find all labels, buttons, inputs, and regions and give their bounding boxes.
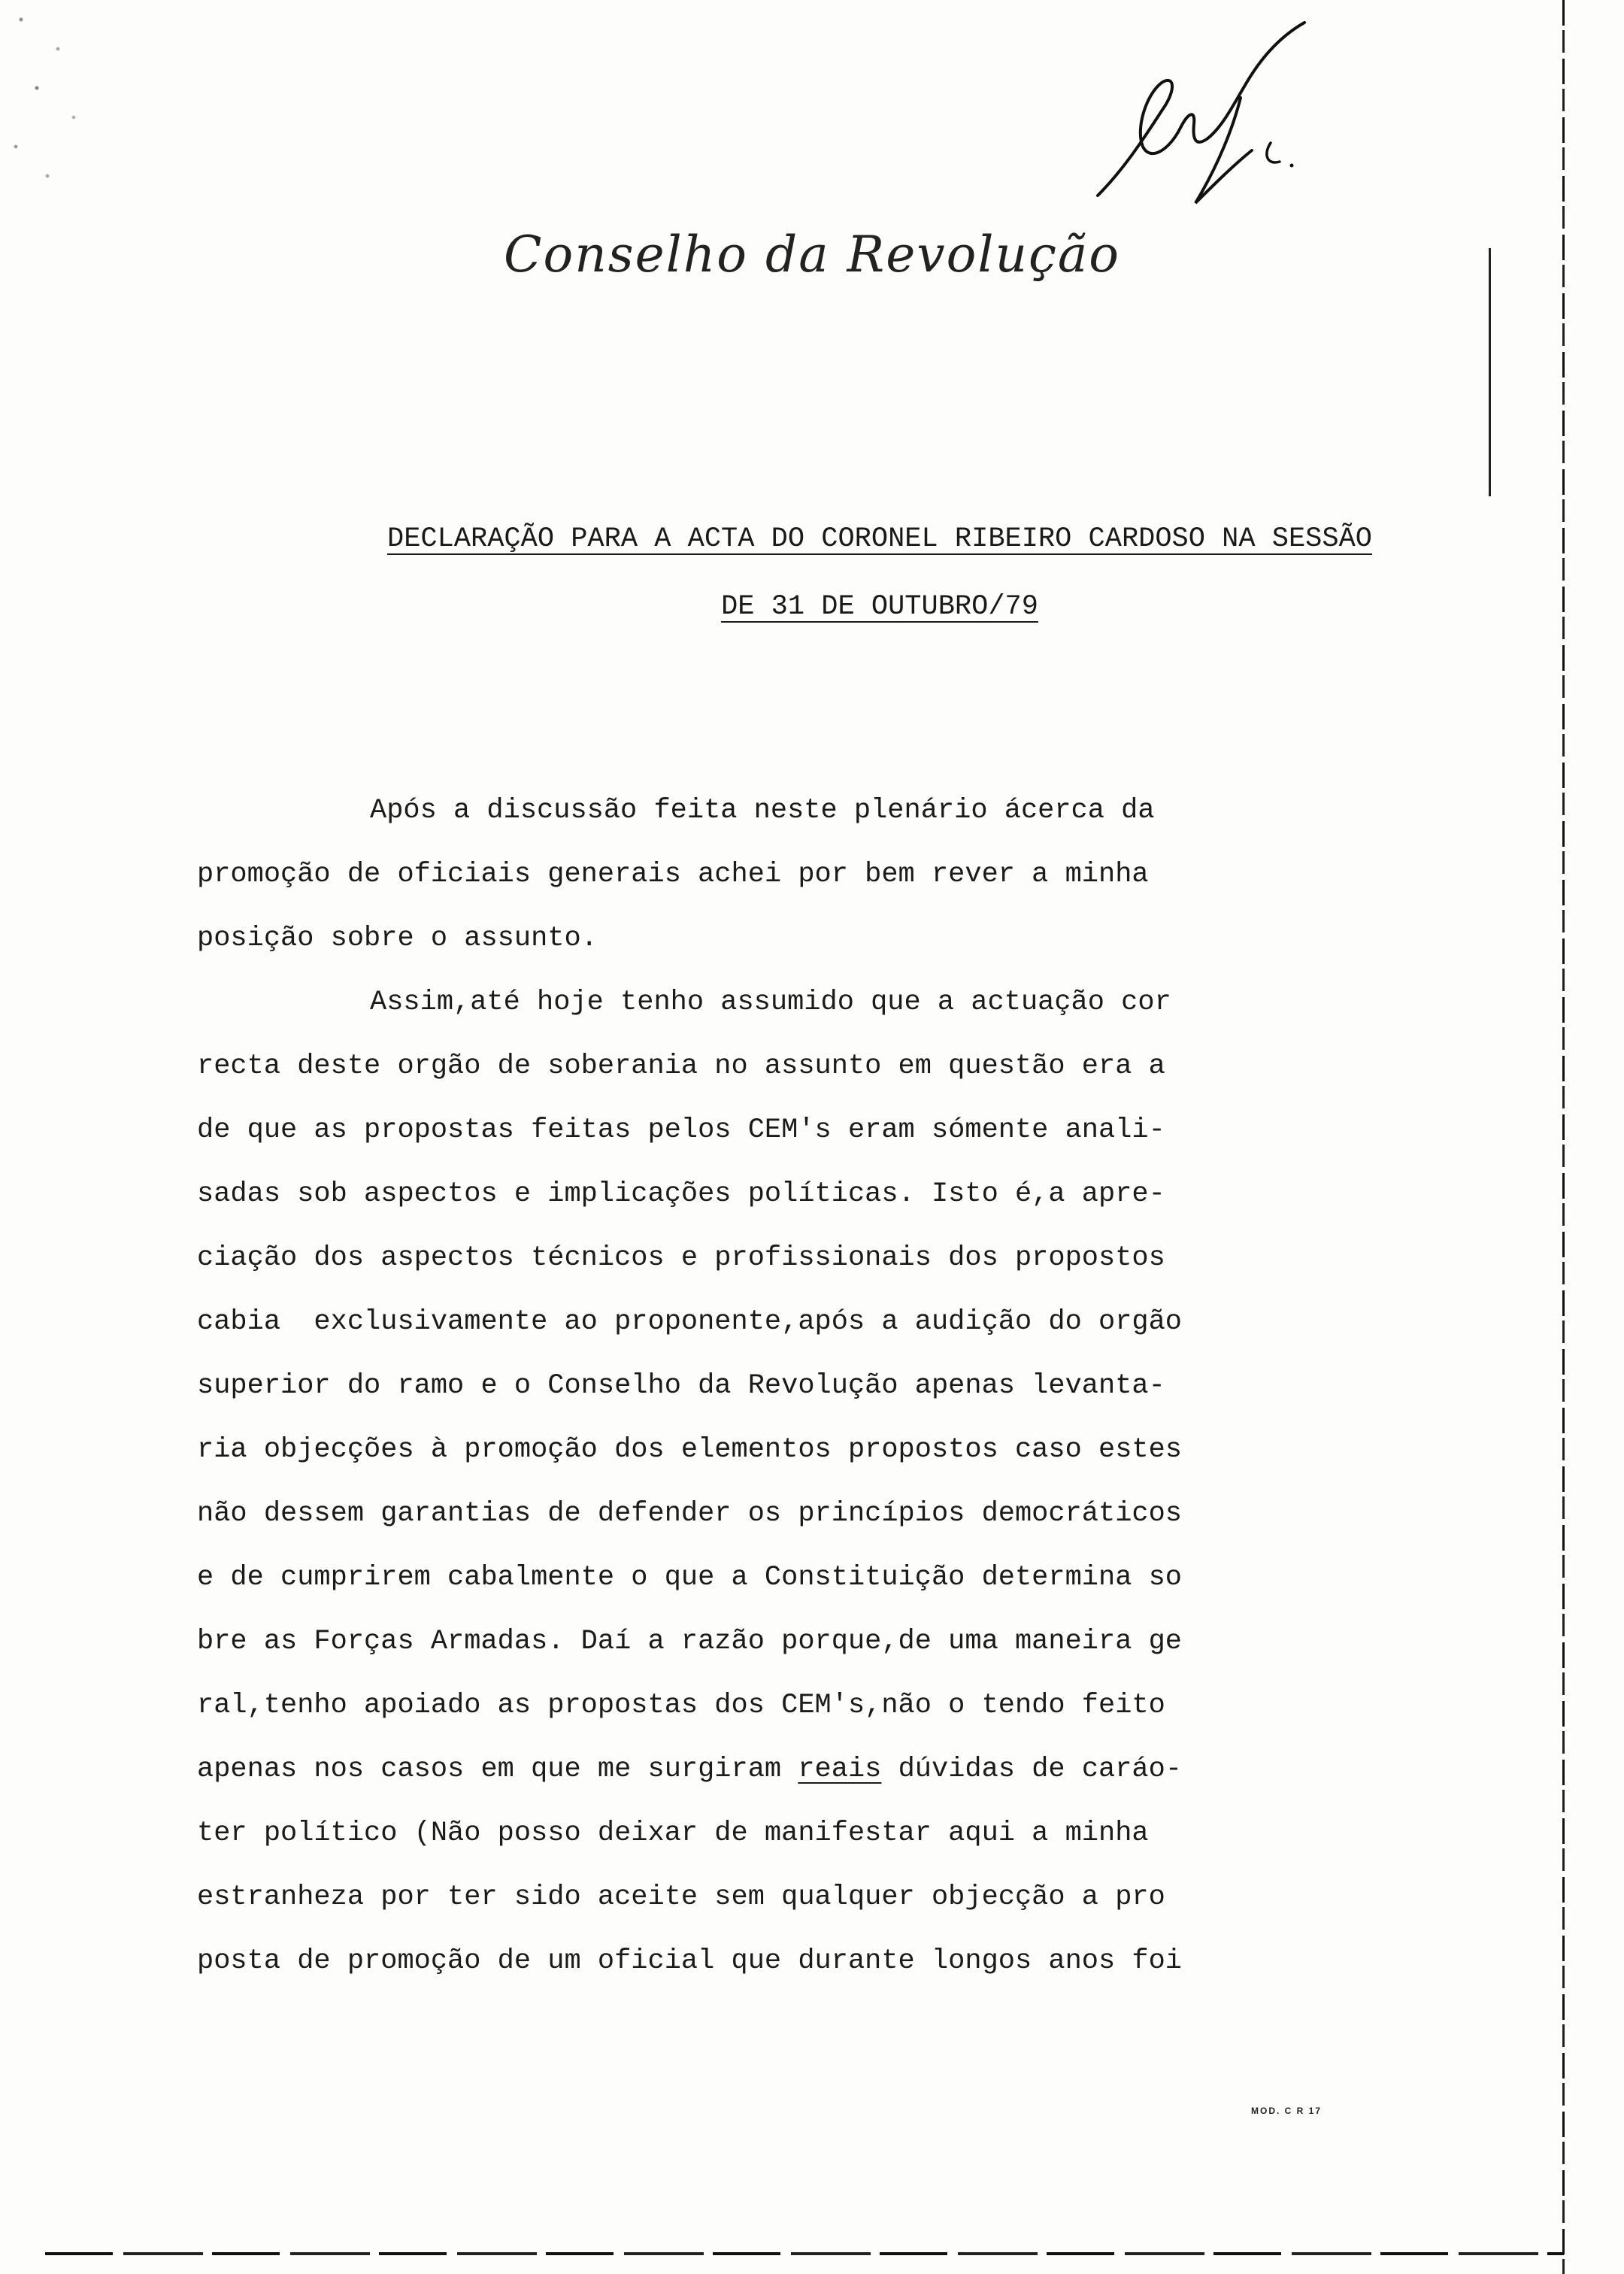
document-title-line-2-text: DE 31 DE OUTUBRO/79: [721, 591, 1038, 623]
body-line: Assim,até hoje tenho assumido que a actuação cor: [370, 987, 1171, 1018]
body-line: e de cumprirem cabalmente o que a Constituição determina so: [197, 1562, 1183, 1593]
body-line: posição sobre o assunto.: [197, 923, 598, 954]
body-line: superior do ramo e o Conselho da Revolução apenas levanta-: [197, 1370, 1165, 1402]
body-line: ria objecções à promoção dos elementos propostos caso estes: [197, 1434, 1183, 1466]
form-code: MOD. C R 17: [1251, 2106, 1323, 2116]
body-line: não dessem garantias de defender os princípios democráticos: [197, 1498, 1183, 1530]
document-title-line-1-text: DECLARAÇÃO PARA A ACTA DO CORONEL RIBEIRO CARDOSO NA SESSÃO: [386, 523, 1372, 555]
scan-right-edge: [1562, 0, 1565, 2274]
underlined-word: reais: [798, 1754, 882, 1785]
body-line: estranheza por ter sido aceite sem qualquer objecção a pro: [197, 1881, 1165, 1913]
body-line: de que as propostas feitas pelos CEM's eram sómente anali-: [197, 1114, 1165, 1146]
scan-inner-edge: [1489, 248, 1491, 496]
body-line: recta deste orgão de soberania no assunto em questão era a: [197, 1051, 1165, 1082]
scan-speckles: [0, 0, 105, 196]
letterhead: Conselho da Revolução: [503, 226, 1120, 283]
body-line: posta de promoção de um oficial que durante longos anos foi: [197, 1945, 1183, 1977]
scan-bottom-edge: [45, 2252, 1564, 2255]
body-line: ral,tenho apoiado as propostas dos CEM's,não o tendo feito: [197, 1690, 1165, 1721]
body-line: ciação dos aspectos técnicos e profissionais dos propostos: [197, 1242, 1165, 1274]
body-line: Após a discussão feita neste plenário ácerca da: [370, 795, 1155, 826]
body-line: bre as Forças Armadas. Daí a razão porque,de uma maneira ge: [197, 1626, 1183, 1657]
body-text: [197, 779, 1204, 1994]
body-line: apenas nos casos em que me surgiram reais dúvidas de caráo-: [197, 1754, 1183, 1785]
handwritten-signature: [1083, 15, 1338, 226]
body-line: promoção de oficiais generais achei por bem rever a minha: [197, 859, 1149, 890]
body-line: sadas sob aspectos e implicações políticas. Isto é,a apre-: [197, 1178, 1165, 1210]
document-title-line-1: [68, 523, 1624, 555]
document-title-line-2: [68, 591, 1624, 623]
body-line: ter político (Não posso deixar de manifestar aqui a minha: [197, 1818, 1149, 1849]
body-line: cabia exclusivamente ao proponente,após a audição do orgão: [197, 1306, 1183, 1338]
